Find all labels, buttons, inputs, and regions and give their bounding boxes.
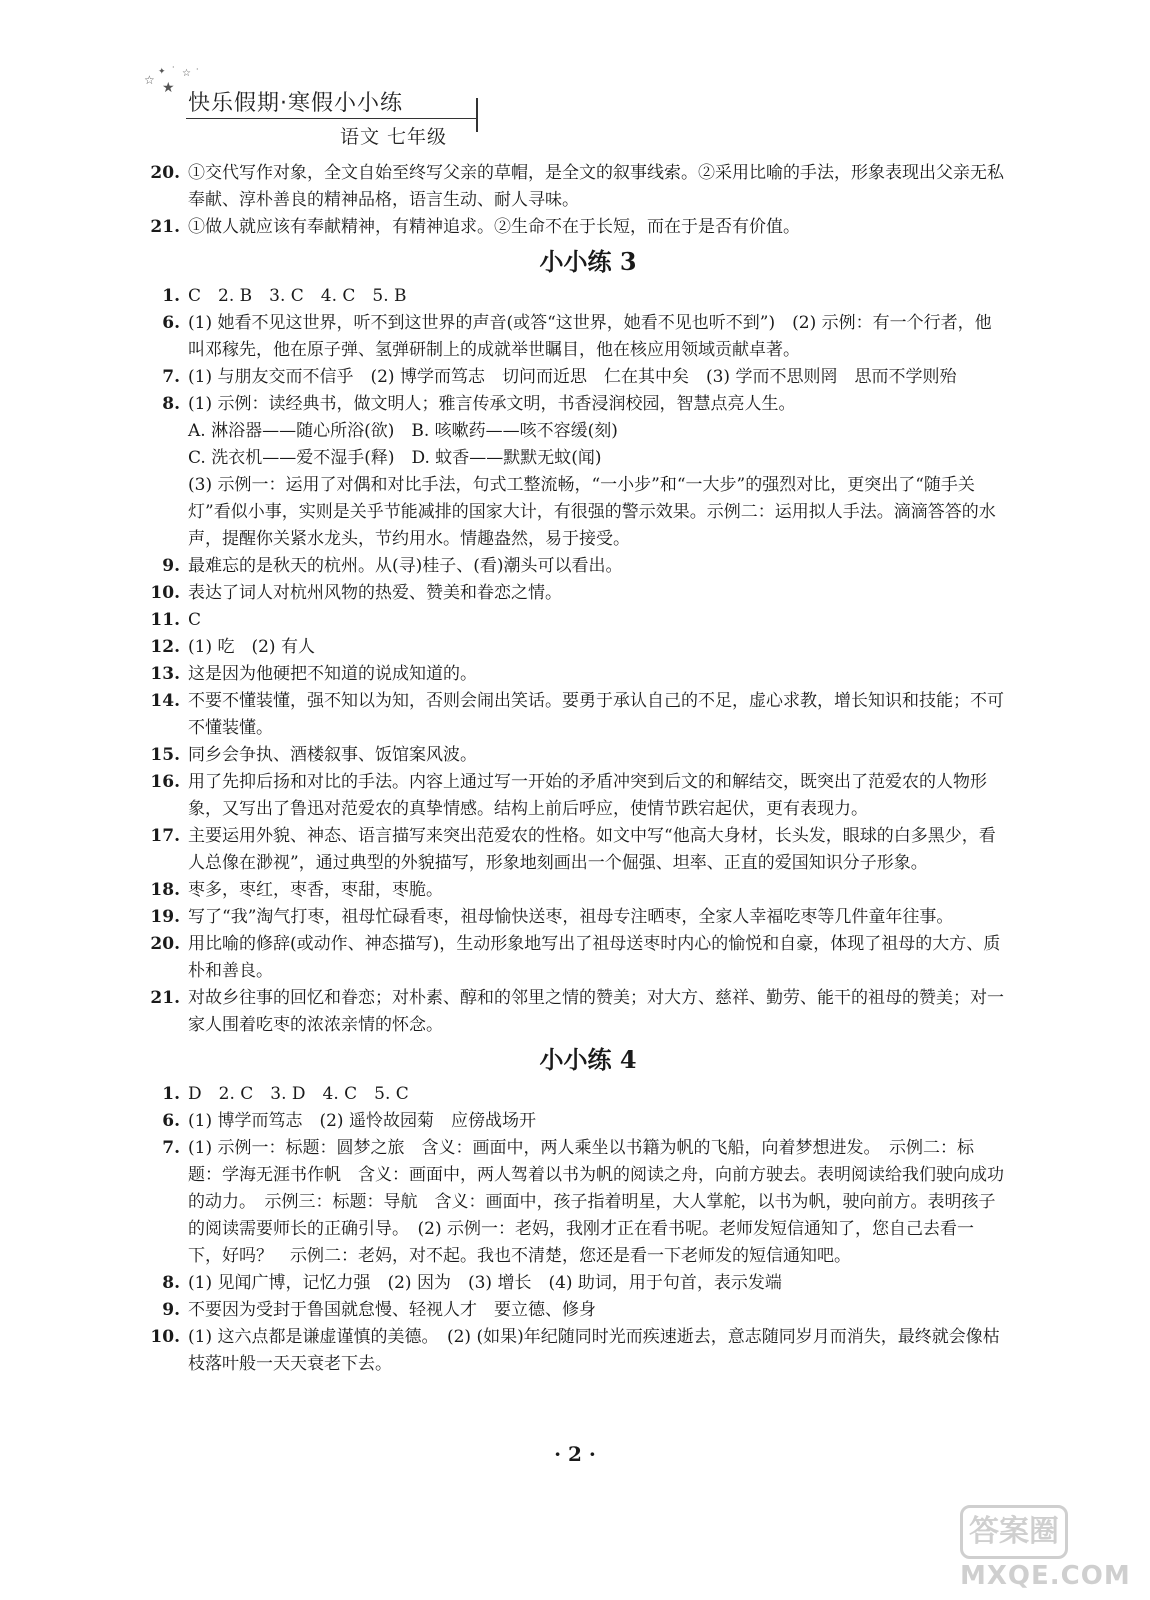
answer-text: 同乡会争执、酒楼叙事、饭馆案风波。 <box>188 745 477 765</box>
answer-text: 对故乡往事的回忆和眷恋；对朴素、醇和的邻里之情的赞美；对大方、慈祥、勤劳、能干的祖母的赞美；对一家人围着吃枣的浓浓亲情的怀念。 <box>188 988 1004 1035</box>
answer-text: 枣多，枣红，枣香，枣甜，枣脆。 <box>188 880 443 900</box>
answer-item <box>142 877 1004 904</box>
answer-text: (1) 示例一：标题：圆梦之旅 含义：画面中，两人乘坐以书籍为帆的飞船，向着梦想进发。 示例二：标题：学海无涯书作帆 含义：画面中，两人驾着以书为帆的阅读之舟，向前方驶去。表明阅读给我们驶向成功的动力。 示例三：标题：导航 含义：画面中，孩子指着明星，大人掌舵，以书为帆，驶向前方。表明孩子的阅读需要师长的正确引导。 (2) 示例一：老妈，我刚才正在看书呢。老师发短信通知了，您自己去看一下，好吗？ 示例二：老妈，对不起。我也不清楚，您还是看一下老师发的短信通知吧。 <box>188 1138 1004 1266</box>
answer-item <box>142 931 1004 985</box>
answer-number: 17. <box>150 826 180 846</box>
answer-text: 用比喻的修辞(或动作、神态描写)，生动形象地写出了祖母送枣时内心的愉悦和自豪，体现了祖母的大方、质朴和善良。 <box>188 934 1001 981</box>
answer-text: 最难忘的是秋天的杭州。从(寻)桂子、(看)潮头可以看出。 <box>188 556 623 576</box>
answer-text: C. 洗衣机——爱不湿手(释) D. 蚊香——默默无蚊(闻) <box>188 448 602 468</box>
answer-number: 11. <box>150 610 180 630</box>
answer-text: C 2. B 3. C 4. C 5. B <box>188 286 407 306</box>
answer-number: 19. <box>150 907 180 927</box>
svg-text:☆: ☆ <box>182 68 191 79</box>
answer-number: 13. <box>150 664 180 684</box>
answer-number: 7. <box>162 367 180 387</box>
answer-text: (3) 示例一：运用了对偶和对比手法，句式工整流畅，“一小步”和“一大步”的强烈对比，更突出了“随手关灯”看似小事，实则是关乎节能减排的国家大计，有很强的警示效果。示例二：运用拟人手法。滴滴答答的水声，提醒你关紧水龙头，节约用水。情趣盎然，易于接受。 <box>188 475 996 549</box>
header-subject: 语文 七年级 <box>340 126 448 148</box>
section-title: 小小练 4 <box>539 1045 637 1074</box>
answer-item <box>142 688 1004 742</box>
header-title: 快乐假期·寒假小小练 <box>188 91 403 116</box>
page-number: · 2 · <box>554 1442 596 1466</box>
answer-content <box>142 160 1004 1378</box>
answer-text: ①做人就应该有奉献精神，有精神追求。②生命不在于长短，而在于是否有价值。 <box>188 217 800 237</box>
answer-item <box>142 214 1004 241</box>
answer-item <box>142 1324 1004 1378</box>
answer-item <box>142 742 1004 769</box>
answer-text: 不要因为受封于鲁国就怠慢、轻视人才 要立德、修身 <box>188 1300 596 1320</box>
answer-text: A. 淋浴器——随心所浴(欲) B. 咳嗽药——咳不容缓(刻) <box>188 421 618 441</box>
answer-number: 12. <box>150 637 180 657</box>
answer-text: D 2. C 3. D 4. C 5. C <box>188 1084 409 1104</box>
answer-item <box>142 661 1004 688</box>
answer-number: 10. <box>150 583 180 603</box>
answer-item <box>142 1081 1004 1108</box>
answer-number: 6. <box>162 1111 180 1131</box>
answer-text: C <box>188 610 202 630</box>
answer-item <box>142 391 1004 418</box>
section-title: 小小练 3 <box>539 247 637 276</box>
svg-text:·: · <box>196 65 199 74</box>
answer-number: 18. <box>150 880 180 900</box>
answer-text: (1) 这六点都是谦虚谨慎的美德。 (2) (如果)年纪随同时光而疾速逝去，意志随同岁月而消失，最终就会像枯枝落叶般一天天衰老下去。 <box>188 1327 1000 1374</box>
answer-number: 1. <box>162 286 180 306</box>
answer-number: 21. <box>150 217 180 237</box>
svg-text:★: ★ <box>162 80 175 96</box>
answer-number: 8. <box>162 1273 180 1293</box>
answer-item <box>142 634 1004 661</box>
answer-text: 主要运用外貌、神态、语言描写来突出范爱农的性格。如文中写“他高大身材，长头发，眼球的白多黑少，看人总像在渺视”，通过典型的外貌描写，形象地刻画出一个倔强、坦率、正直的爱国知识分子形象。 <box>188 826 996 873</box>
answer-text: ①交代写作对象，全文自始至终写父亲的草帽，是全文的叙事线索。②采用比喻的手法，形象表现出父亲无私奉献、淳朴善良的精神品格，语言生动、耐人寻味。 <box>188 163 1004 210</box>
answer-item <box>142 580 1004 607</box>
answer-number: 20. <box>150 163 180 183</box>
answer-number: 1. <box>162 1084 180 1104</box>
answer-text: (1) 与朋友交而不信乎 (2) 博学而笃志 切问而近思 仁在其中矣 (3) 学而不思则罔 思而不学则殆 <box>188 367 957 387</box>
answer-item <box>142 472 1004 553</box>
answer-item <box>142 1297 1004 1324</box>
header-rule <box>186 118 476 119</box>
answer-number: 10. <box>150 1327 180 1347</box>
answer-text: 用了先抑后扬和对比的手法。内容上通过写一开始的矛盾冲突到后文的和解结交，既突出了范爱农的人物形象，又写出了鲁迅对范爱农的真挚情感。结构上前后呼应，使情节跌宕起伏，更有表现力。 <box>188 772 987 819</box>
answer-item <box>142 160 1004 214</box>
answer-item <box>142 283 1004 310</box>
answer-item <box>142 904 1004 931</box>
page-header <box>140 62 480 148</box>
answer-item <box>142 823 1004 877</box>
svg-text:☆: ☆ <box>144 73 155 87</box>
answer-text: (1) 示例：读经典书，做文明人；雅言传承文明，书香浸润校园，智慧点亮人生。 <box>188 394 796 414</box>
answer-text: 表达了词人对杭州风物的热爱、赞美和眷恋之情。 <box>188 583 562 603</box>
watermark-domain: MXQE.COM <box>960 1561 1131 1591</box>
answer-text: (1) 博学而笃志 (2) 遥怜故园菊 应傍战场开 <box>188 1111 536 1131</box>
answer-text: (1) 她看不见这世界，听不到这世界的声音(或答“这世界，她看不见也听不到”) (2) 示例：有一个行者，他叫邓稼先，他在原子弹、氢弹研制上的成就举世瞩目，他在核应用领域贡献卓著。 <box>188 313 992 360</box>
answer-item <box>142 985 1004 1039</box>
answer-item <box>142 1108 1004 1135</box>
watermark-logo-text: 答案圈 <box>960 1505 1068 1559</box>
answer-number: 8. <box>162 394 180 414</box>
answer-item <box>142 445 1004 472</box>
answer-number: 7. <box>162 1138 180 1158</box>
answer-item <box>142 553 1004 580</box>
answer-number: 21. <box>150 988 180 1008</box>
answer-item <box>142 769 1004 823</box>
answer-item <box>142 364 1004 391</box>
svg-text:·: · <box>172 63 175 72</box>
answer-item <box>142 418 1004 445</box>
answer-number: 20. <box>150 934 180 954</box>
answer-item <box>142 310 1004 364</box>
answer-number: 9. <box>162 1300 180 1320</box>
answer-number: 9. <box>162 556 180 576</box>
answer-text: (1) 吃 (2) 有人 <box>188 637 315 657</box>
answer-text: 写了“我”淘气打枣，祖母忙碌看枣，祖母愉快送枣，祖母专注晒枣，全家人幸福吃枣等几件童年往事。 <box>188 907 954 927</box>
svg-text:✦: ✦ <box>158 67 166 77</box>
answer-item <box>142 1270 1004 1297</box>
header-vertical-rule <box>476 98 478 132</box>
answer-text: 不要不懂装懂，强不知以为知，否则会闹出笑话。要勇于承认自己的不足，虚心求教，增长知识和技能；不可不懂装懂。 <box>188 691 1004 738</box>
answer-item <box>142 607 1004 634</box>
answer-text: (1) 见闻广博，记忆力强 (2) 因为 (3) 增长 (4) 助词，用于句首，表示发端 <box>188 1273 782 1293</box>
answer-number: 15. <box>150 745 180 765</box>
answer-text: 这是因为他硬把不知道的说成知道的。 <box>188 664 477 684</box>
watermark-logo-icon <box>960 1505 1135 1559</box>
answer-number: 16. <box>150 772 180 792</box>
answer-number: 14. <box>150 691 180 711</box>
watermark <box>960 1505 1135 1595</box>
answer-number: 6. <box>162 313 180 333</box>
answer-item <box>142 1135 1004 1270</box>
